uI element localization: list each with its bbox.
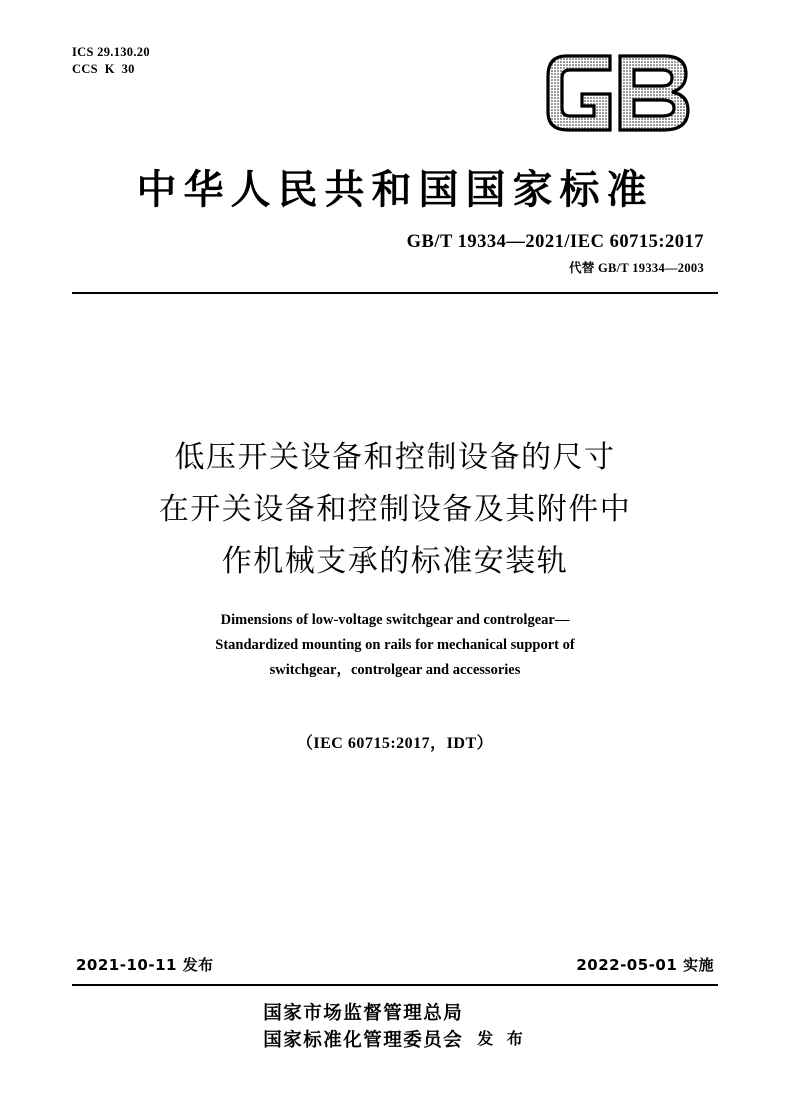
ccs-code: CCS K 30 [72, 62, 135, 76]
classification-codes [72, 44, 150, 78]
title-chinese-line-2: 在开关设备和控制设备及其附件中 [158, 492, 632, 527]
issue-date: 2021-10-11 发布 [76, 956, 214, 974]
issuer-line-2: 国家标准化管理委员会 [263, 1030, 464, 1051]
divider-top [72, 292, 718, 294]
publish-label: 发 布 [477, 1028, 527, 1048]
replaces-note: 代替 GB/T 19334—2003 [568, 261, 704, 275]
effective-date: 2022-05-01 实施 [576, 956, 714, 974]
title-english-line-2: Standardized mounting on rails for mechanical support of [215, 637, 575, 653]
idt-note: （IEC 60715:2017，IDT） [296, 735, 494, 752]
issuing-authorities [0, 1000, 790, 1054]
title-english-line-3: switchgear，controlgear and accessories [269, 662, 521, 678]
issuer-line-1: 国家市场监督管理总局 [263, 1003, 464, 1024]
gb-logo [536, 46, 704, 134]
title-chinese-line-3: 作机械支承的标准安装轨 [221, 544, 569, 579]
title-english-line-1: Dimensions of low-voltage switchgear and controlgear— [220, 612, 570, 628]
title-chinese [90, 432, 700, 588]
title-english [120, 608, 670, 683]
ics-code: ICS 29.130.20 [72, 45, 150, 59]
issuer-names [263, 1000, 463, 1054]
title-chinese-line-1: 低压开关设备和控制设备的尺寸 [174, 440, 616, 475]
divider-bottom [72, 984, 718, 986]
national-standard-title: 中华人民共和国国家标准 [136, 167, 654, 213]
standard-number: GB/T 19334—2021/IEC 60715:2017 [406, 232, 704, 252]
